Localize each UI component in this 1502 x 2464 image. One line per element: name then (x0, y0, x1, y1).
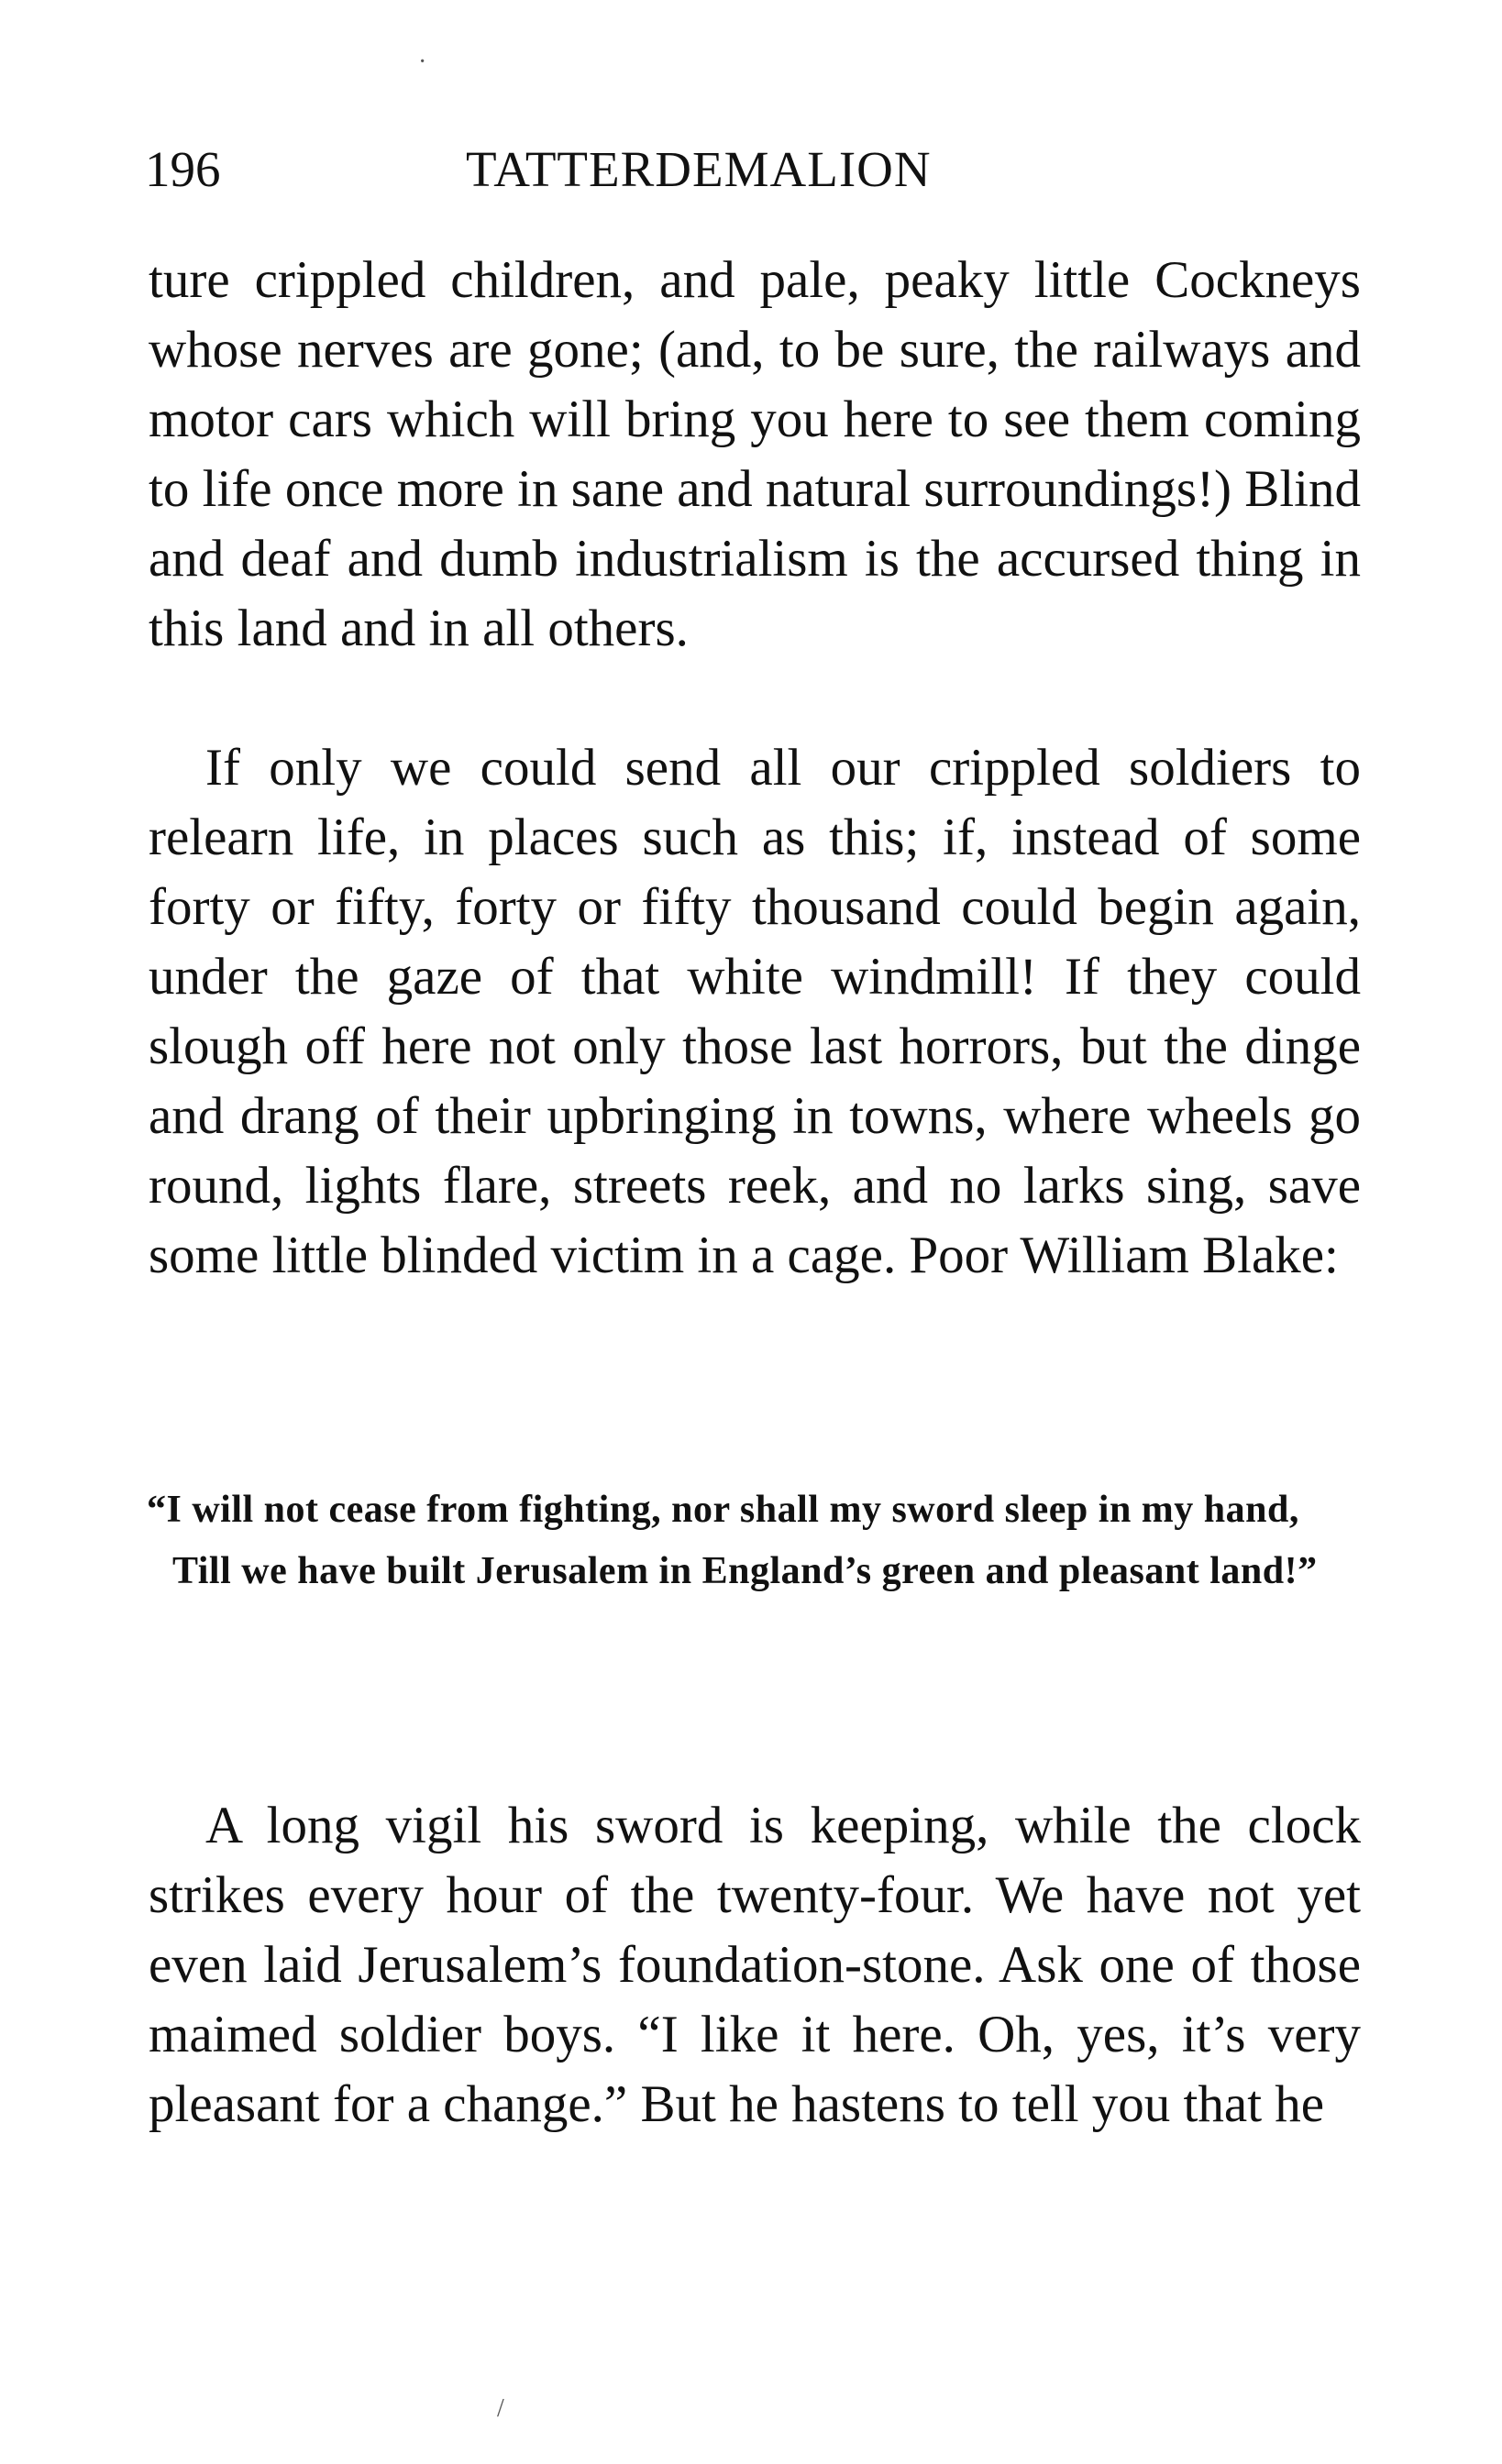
page-header (145, 138, 1364, 202)
quote-line-2: Till we have built Jerusalem in England’s green and pleasant land!” (172, 1550, 1318, 1592)
scan-mark: / (497, 2394, 504, 2423)
running-title: TATTERDEMALION (466, 141, 932, 197)
scan-speck: · (418, 48, 427, 76)
paragraph-long-vigil: A long vigil his sword is keeping, while the clock strikes every hour of the twenty-four. We have not yet even laid Jerusalem’s foundation-stone. Ask one of those maimed soldier boys. “I like it here. Oh, yes, it’s very pleasant for a change.” But he hastens to tell you that he (149, 1797, 1361, 2133)
paragraph-crippled-soldiers: If only we could send all our crippled soldiers to relearn life, in places such as this; if, instead of some forty or fifty, forty or fifty thousand could begin again, under the gaze of that white windmill! If they could slough off here not only those last horrors, but the dinge and drang of their upbringing in towns, where wheels go round, lights flare, streets reek, and no larks sing, save some little blinded victim in a cage. Poor William Blake: (149, 739, 1361, 1284)
blake-quotation (147, 1481, 1363, 1604)
page-number: 196 (145, 141, 221, 197)
quote-line-1: “I will not cease from fighting, nor shall my sword sleep in my hand, (147, 1489, 1299, 1531)
paragraph-continuation: ture crippled children, and pale, peaky little Cockneys whose nerves are gone; (and, to be sure, the railways and motor cars which will bring you here to see them coming to life once more in sane and natural surroundings!) Blind and deaf and dumb industrialism is the accursed thing in this land and in all others. (149, 251, 1361, 657)
